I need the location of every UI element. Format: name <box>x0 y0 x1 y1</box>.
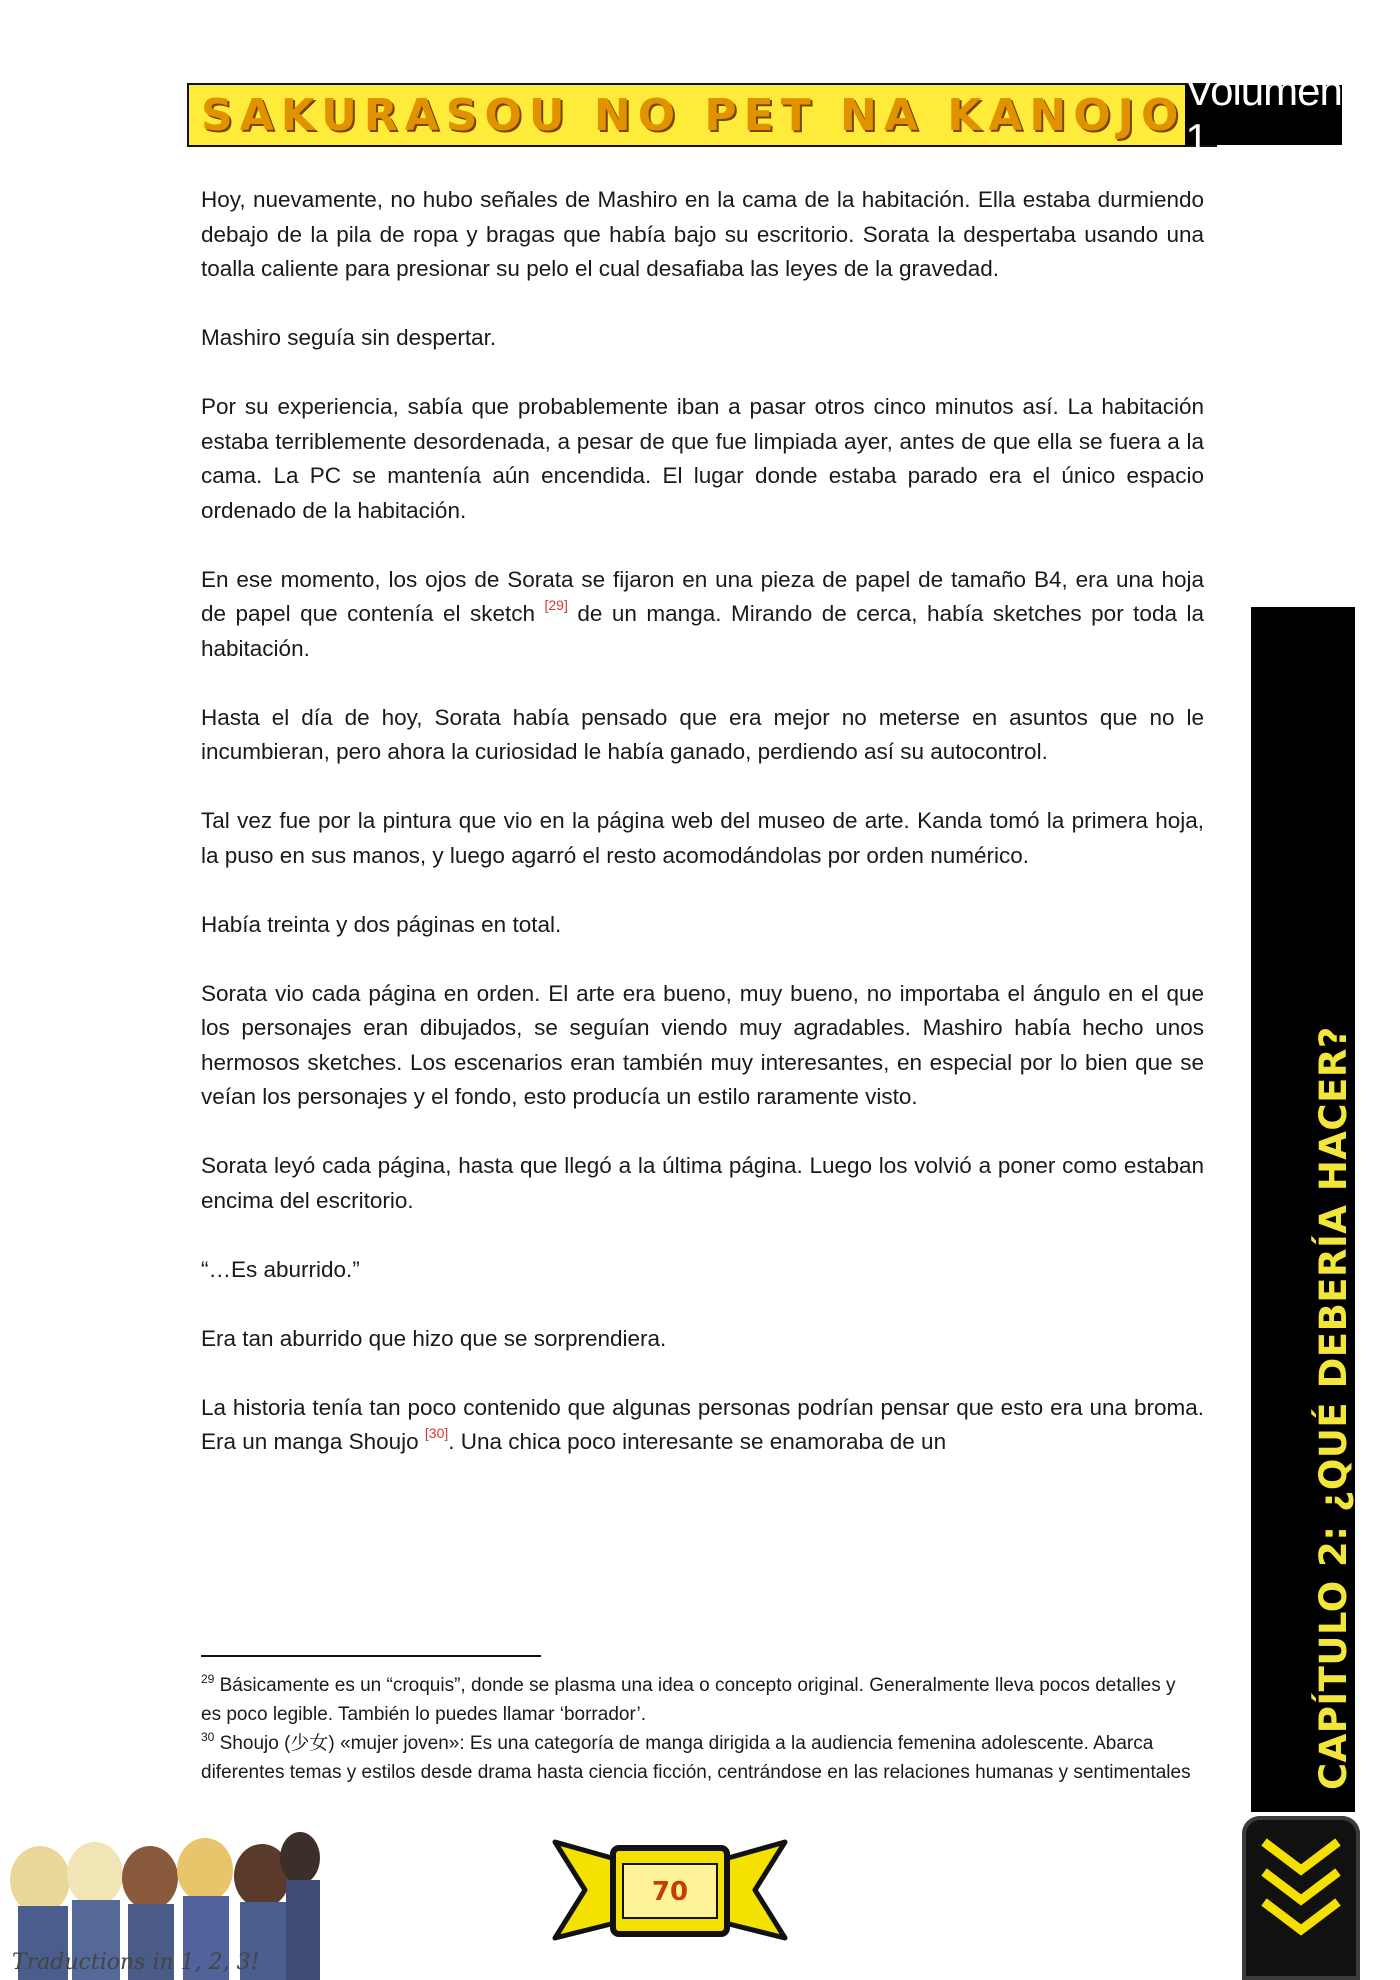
footnote-divider <box>201 1655 541 1657</box>
page-number: 70 <box>651 1877 689 1907</box>
paragraph: Era tan aburrido que hizo que se sorprendiera. <box>201 1325 667 1351</box>
paragraph-text: de un manga. Mirando de cerca, había sketches por toda la habitación. <box>201 601 1204 661</box>
paragraph: Hoy, nuevamente, no hubo señales de Mashiro en la cama de la habitación. Ella estaba durmiendo debajo de la pila de ropa y bragas que había bajo su escritorio. Sorata la despertaba usando una toalla caliente para presionar su pelo el cual desafiaba las leyes de la gravedad. <box>201 187 1204 281</box>
footnote-text: Básicamente es un “croquis”, donde se plasma una idea o concepto original. Generalmente lleva pocos detalles y es poco legible. También lo puedes llamar ‘borrador’. <box>201 1675 1176 1725</box>
paragraph: Por su experiencia, sabía que probablemente iban a pasar otros cinco minutos así. La habitación estaba terriblemente desordenada, a pesar de que fue limpiada ayer, antes de que ella se fuera a la cama. La PC se mantenía aún encendida. El lugar donde estaba parado era el único espacio ordenado de la habitación. <box>201 394 1204 523</box>
paragraph: Sorata leyó cada página, hasta que llegó a la última página. Luego los volvió a poner como estaban encima del escritorio. <box>201 1153 1204 1213</box>
paragraph-text: . Una chica poco interesante se enamoraba de un <box>448 1429 947 1454</box>
translator-credit: Traductions in 1, 2, 3! <box>12 1950 260 1975</box>
paragraph <box>201 1391 1204 1460</box>
paragraph <box>201 563 1204 667</box>
footnote-number: 30 <box>201 1730 215 1744</box>
paragraph-text: En ese momento, los ojos de Sorata se fijaron en una pieza de papel de tamaño B4, era una hoja de papel que contenía el sketch <box>201 566 1204 626</box>
paragraph: Hasta el día de hoy, Sorata había pensado que era mejor no meterse en asuntos que no le incumbieran, pero ahora la curiosidad le había ganado, perdiendo así su autocontrol. <box>201 704 1204 764</box>
footnote-29 <box>201 1671 1191 1729</box>
footnote-ref-30[interactable]: [30] <box>424 1425 449 1441</box>
footnotes <box>201 1671 1191 1787</box>
dialogue-line: “…Es aburrido.” <box>201 1256 360 1282</box>
paragraph: Tal vez fue por la pintura que vio en la página web del museo de arte. Kanda tomó la primera hoja, la puso en sus manos, y luego agarró el resto acomodándolas por orden numérico. <box>201 808 1204 868</box>
footnote-30 <box>201 1729 1191 1787</box>
footnote-text: Shoujo (少女) «mujer joven»: Es una categoría de manga dirigida a la audiencia femenina adolescente. Abarca diferentes temas y estilos desde drama hasta ciencia ficción, centrándose en las relaciones humanas y sentimentales <box>201 1733 1191 1783</box>
footnote-number: 29 <box>201 1672 215 1686</box>
paragraph: Mashiro seguía sin despertar. <box>201 325 497 350</box>
paragraph: Sorata vio cada página en orden. El arte era bueno, muy bueno, no importaba el ángulo en el que los personajes eran dibujados, se seguían viendo muy agradables. Mashiro había hecho unos hermosos sketches. Los escenarios eran también muy interesantes, en especial por lo bien que se veían los personajes y el fondo, esto producía un estilo raramente visto. <box>201 980 1204 1109</box>
volume-label: Volumen 1 <box>1185 67 1342 162</box>
paragraph-text: La historia tenía tan poco contenido que algunas personas podrían pensar que esto era una broma. Era un manga Shoujo <box>201 1394 1204 1454</box>
body-text <box>201 183 1204 1494</box>
page-header <box>187 67 1342 162</box>
series-title: SAKURASOU NO PET NA KANOJO <box>189 85 1185 145</box>
chevron-down-icon <box>1242 1816 1360 1980</box>
chapter-title: CAPÍTULO 2: ¿QUÉ DEBERÍA HACER? <box>1311 1026 1355 1790</box>
paragraph: Había treinta y dos páginas en total. <box>201 911 562 937</box>
footnote-ref-29[interactable]: [29] <box>544 597 568 613</box>
